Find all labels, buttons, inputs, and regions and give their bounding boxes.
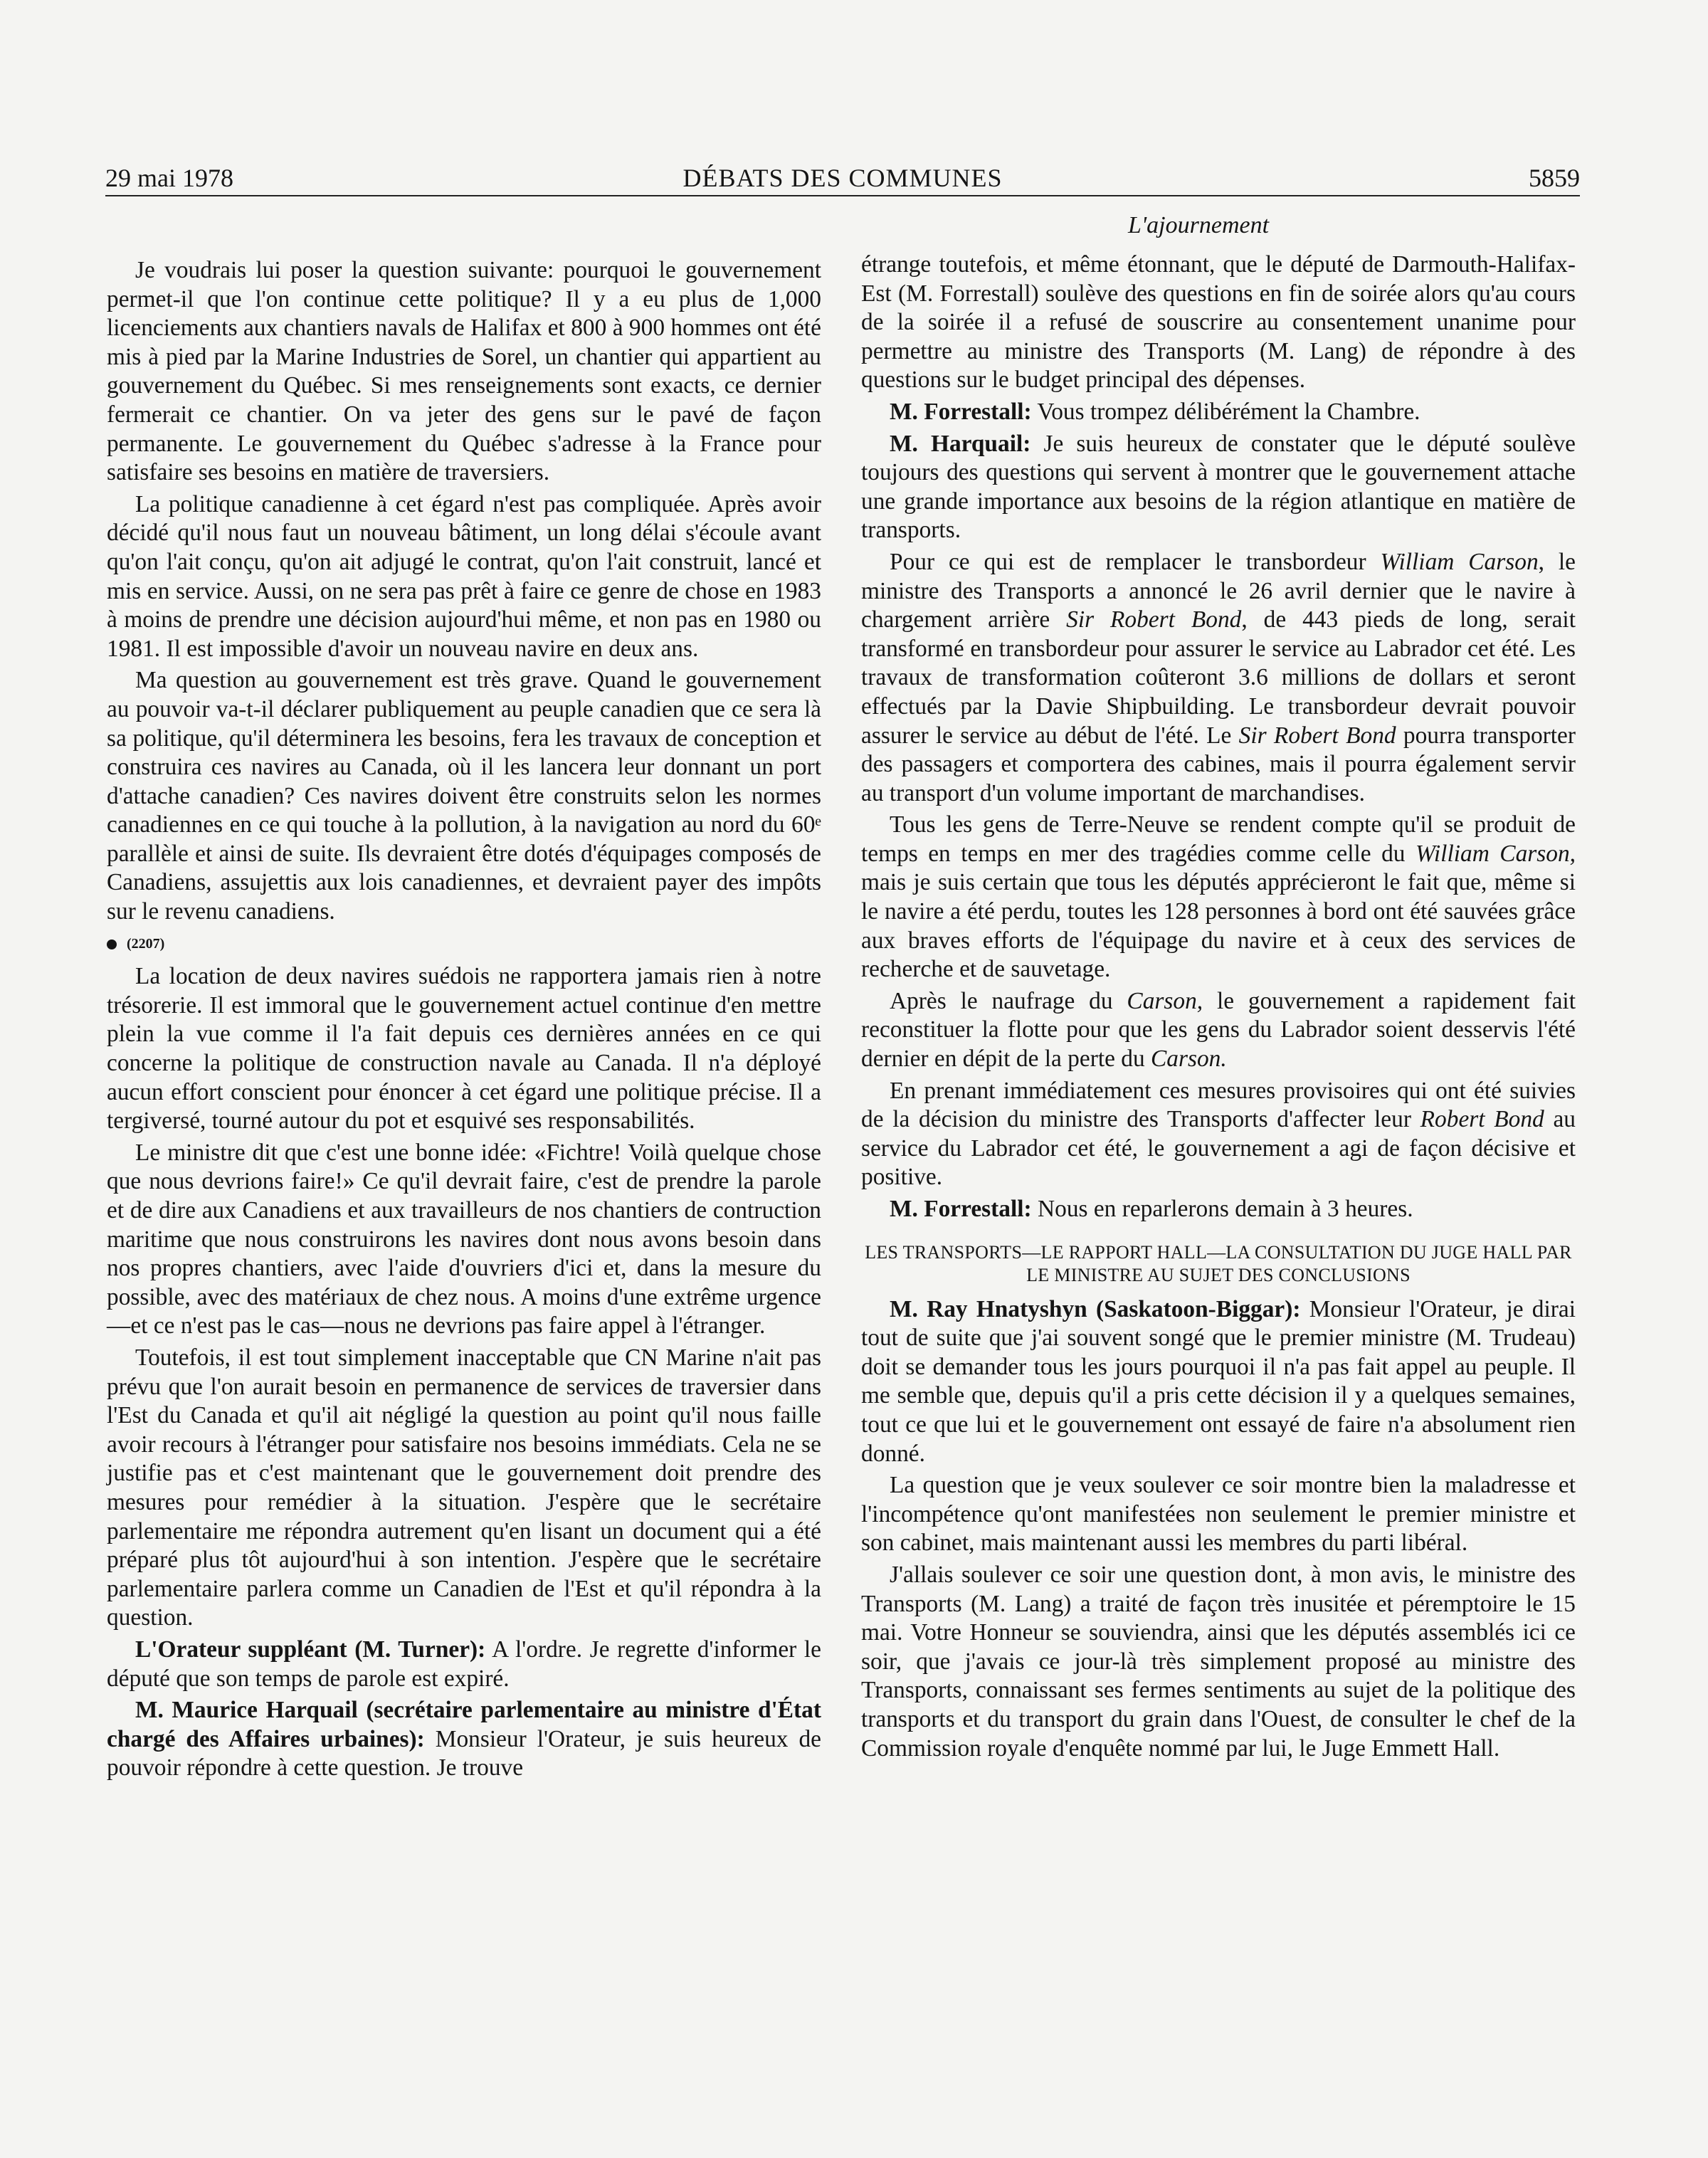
ship-name: William Carson bbox=[1380, 548, 1539, 575]
speech bbox=[107, 1696, 821, 1783]
speech bbox=[861, 430, 1576, 545]
speech-text: Monsieur l'Orateur, je dirai tout de suite que j'ai souvent songé que le premier ministre (M. Trudeau) doit se demander tous les jours pourquoi il n'a pas fait appel au peuple. Il me semble que, depuis qu'il a pris cette décision il y a quelques semaines, tout ce que lui et le gouvernement ont essayé de faire n'a absolument rien donné. bbox=[861, 1295, 1576, 1467]
ship-name: William Carson, bbox=[1415, 840, 1576, 867]
speech-text: Nous en reparlerons demain à 3 heures. bbox=[1031, 1196, 1413, 1222]
text-run: Tous les gens de Terre-Neuve se rendent compte qu'il se produit de temps en temps en mer des tragédies comme celle du bbox=[861, 811, 1576, 867]
paragraph: La location de deux navires suédois ne rapportera jamais rien à notre trésorerie. Il est immoral que le gouvernement actuel continue d'en mettre plein la vue comme il l'a fait depuis ces dernières années en ce qui concerne la politique de construction navale au Canada. Il n'a déployé aucun effort conscient pour énoncer à cet égard une politique précise. Il a tergiversé, tourné autour du pot et esquivé ses responsabilités. bbox=[107, 963, 821, 1135]
speaker-name: L'Orateur suppléant (M. Turner): bbox=[135, 1636, 486, 1663]
ship-name: Carson, bbox=[1127, 987, 1203, 1014]
speech bbox=[861, 1295, 1576, 1469]
text-run: au service du Labrador cet été, le gouvernement a agi de façon décisive et positive. bbox=[861, 1106, 1576, 1191]
paragraph bbox=[861, 987, 1576, 1074]
text-run: pourra transporter des passagers et comportera des cabines, mais il pourra également servir au transport d'un volume important de marchandises. bbox=[861, 722, 1576, 806]
paragraph: Ma question au gouvernement est très grave. Quand le gouvernement au pouvoir va-t-il déclarer publiquement au peuple canadien que ce sera là sa politique, qu'il déterminera les besoins, fera les travaux de conception et construira ces navires au Canada, où il les lancera leur donnant un port d'attache canadien? Ces navires doivent être construits selon les normes canadiennes en ce qui touche à la pollution, à la navigation au nord du 60ᵉ parallèle et ainsi de suite. Ils devraient être dotés d'équipages composés de Canadiens, assujettis aux lois canadiennes, et devraient payer des impôts sur le revenu canadiens. bbox=[107, 667, 821, 925]
text-run: , le ministre des Transports a annoncé le 26 avril dernier que le navire à chargement arrière bbox=[861, 548, 1576, 633]
paragraph: La question que je veux soulever ce soir montre bien la maladresse et l'incompétence qu'ont manifestées non seulement le premier ministre et son cabinet, mais maintenant aussi les membres du parti libéral. bbox=[861, 1472, 1576, 1557]
page-header bbox=[105, 161, 1580, 196]
paragraph bbox=[861, 548, 1576, 808]
left-column bbox=[107, 256, 821, 1786]
text-run: mais je suis certain que tous les députés apprécieront le fait que, même si le navire a été perdu, toutes les 128 personnes à bord ont été sauvées grâce aux braves efforts de l'équipage du navire et à ceux des services de recherche et de sauvetage. bbox=[861, 869, 1576, 983]
speaker-name: M. Ray Hnatyshyn (Saskatoon-Biggar): bbox=[890, 1295, 1301, 1322]
paragraph: Le ministre dit que c'est une bonne idée: «Fichtre! Voilà quelque chose que nous devrions faire!» Ce qu'il devrait faire, c'est de prendre la parole et de dire aux Canadiens et aux travailleurs de nos chantiers de contruction maritime que nous construirons les navires dont nous avons besoin dans nos propres chantiers, avec l'aide d'ouvriers d'ici et, dans la mesure du possible, avec des matériaux de chez nous. A moins d'une extrême urgence—et ce n'est pas le cas—nous ne devrions pas faire appel à l'étranger. bbox=[107, 1139, 821, 1339]
paragraph bbox=[861, 1077, 1576, 1192]
speech bbox=[861, 398, 1576, 427]
header-page-number: 5859 bbox=[1529, 164, 1580, 192]
text-run: Pour ce qui est de remplacer le transbordeur bbox=[890, 548, 1381, 575]
bullet-icon bbox=[107, 939, 117, 949]
running-subheading: L'ajournement bbox=[1128, 212, 1270, 238]
paragraph bbox=[861, 811, 1576, 984]
ship-name: Sir Robert Bond bbox=[1066, 606, 1242, 633]
ship-name: Robert Bond bbox=[1420, 1106, 1544, 1133]
speaker-name: M. Forrestall: bbox=[890, 398, 1032, 425]
paragraph: J'allais soulever ce soir une question dont, à mon avis, le ministre des Transports (M. Lang) a traité de façon très inusitée et péremptoire le 15 mai. Votre Honneur se souviendra, ainsi que les députés assemblés ici ce soir, que j'avais ce jour-là très simplement proposé au ministre des Transports, connaissant ses fermes sentiments au sujet de la politique des transports et du transport du grain dans l'Ouest, de consulter le chef de la Commission royale d'enquête nommé par lui, le Juge Emmett Hall. bbox=[861, 1561, 1576, 1762]
text-run: En prenant immédiatement ces mesures provisoires qui ont été suivies de la décision du ministre des Transports d'affecter leur bbox=[861, 1077, 1576, 1133]
speech-text: Vous trompez délibérément la Chambre. bbox=[1031, 398, 1420, 425]
speech-text: Monsieur l'Orateur, je suis heureux de pouvoir répondre à cette question. Je trouve bbox=[107, 1725, 821, 1781]
speech bbox=[107, 1636, 821, 1693]
paragraph: La politique canadienne à cet égard n'est pas compliquée. Après avoir décidé qu'il nous faut un nouveau bâtiment, un long délai s'écoule avant qu'on l'ait conçu, qu'on ait adjugé le contrat, qu'on l'ait construit, lancé et mis en service. Aussi, on ne sera pas prêt à faire ce genre de chose en 1983 à moins de prendre une décision aujourd'hui même, et non pas en 1980 ou 1981. Il est impossible d'avoir un nouveau navire en deux ans. bbox=[107, 490, 821, 662]
speech-text: A l'ordre. Je regrette d'informer le député que son temps de parole est expiré. bbox=[107, 1636, 821, 1692]
paragraph: étrange toutefois, et même étonnant, que le député de Darmouth-Halifax-Est (M. Forrestall) soulève des questions en fin de soirée alors qu'au cours de la soirée il a refusé de souscrire au consentement unanime pour permettre au ministre des Transports (M. Lang) de répondre à des questions sur le budget principal des dépenses. bbox=[861, 251, 1576, 394]
section-title: LES TRANSPORTS—LE RAPPORT HALL—LA CONSULTATION DU JUGE HALL PAR LE MINISTRE AU SUJET DES CONCLUSIONS bbox=[865, 1241, 1572, 1285]
time-marker bbox=[107, 930, 821, 959]
right-column bbox=[861, 251, 1576, 1766]
speaker-name: M. Forrestall: bbox=[890, 1196, 1032, 1222]
text-run: le gouvernement a rapidement fait reconstituer la flotte pour que les gens du Labrador soient desservis l'été dernier en dépit de la perte du bbox=[861, 987, 1576, 1073]
paragraph: Toutefois, il est tout simplement inacceptable que CN Marine n'ait pas prévu que l'on aurait besoin en permanence de services de traversier dans l'Est du Canada et qu'il ait négligé la question au point qu'il nous faille avoir recours à l'étranger pour satisfaire nos besoins immédiats. Cela ne se justifie pas et c'est maintenant que le gouvernement doit prendre des mesures pour remédier à la situation. J'espère que le secrétaire parlementaire me répondra autrement qu'en lisant un document qui a été préparé plus tôt aujourd'hui à son intention. J'espère que le secrétaire parlementaire parlera comme un Canadien de l'Est et qu'il répondra à la question. bbox=[107, 1344, 821, 1631]
header-date: 29 mai 1978 bbox=[105, 164, 233, 192]
speaker-name: M. Maurice Harquail (secrétaire parlementaire au ministre d'État chargé des Affaires urbaines): bbox=[107, 1697, 821, 1752]
speech bbox=[861, 1195, 1576, 1224]
ship-name: Sir Robert Bond bbox=[1238, 722, 1396, 749]
header-title: DÉBATS DES COMMUNES bbox=[682, 164, 1003, 192]
speaker-name: M. Harquail: bbox=[890, 430, 1031, 457]
paragraph: Je voudrais lui poser la question suivante: pourquoi le gouvernement permet-il que l'on continue cette politique? Il y a eu plus de 1,000 licenciements aux chantiers navals de Halifax et 800 à 900 hommes ont été mis à pied par la Marine Industries de Sorel, un chantier qui appartient au gouvernement du Québec. Si mes renseignements sont exacts, ce dernier fermerait ce chantier. On va jeter des gens sur le pavé de façon permanente. Le gouvernement du Québec s'adresse à la France pour satisfaire ses besoins en matière de traversiers. bbox=[107, 257, 821, 486]
speech-text: Je suis heureux de constater que le député soulève toujours des questions qui servent à montrer que le gouvernement attache une grande importance aux besoins de la région atlantique en matière de transports. bbox=[861, 430, 1576, 544]
ship-name: Carson. bbox=[1151, 1046, 1227, 1073]
text-run: Après le naufrage du bbox=[890, 987, 1127, 1014]
time-marker-label: (2207) bbox=[127, 935, 165, 952]
text-run: , de 443 pieds de long, serait transformé en transbordeur pour assurer le service au Labrador cet été. Les travaux de transformation coûteront 3.6 millions de dollars et seront effectués par la Davie Shipbuilding. Le transbordeur devrait pouvoir assurer le service au début de l'été. Le bbox=[861, 606, 1576, 749]
